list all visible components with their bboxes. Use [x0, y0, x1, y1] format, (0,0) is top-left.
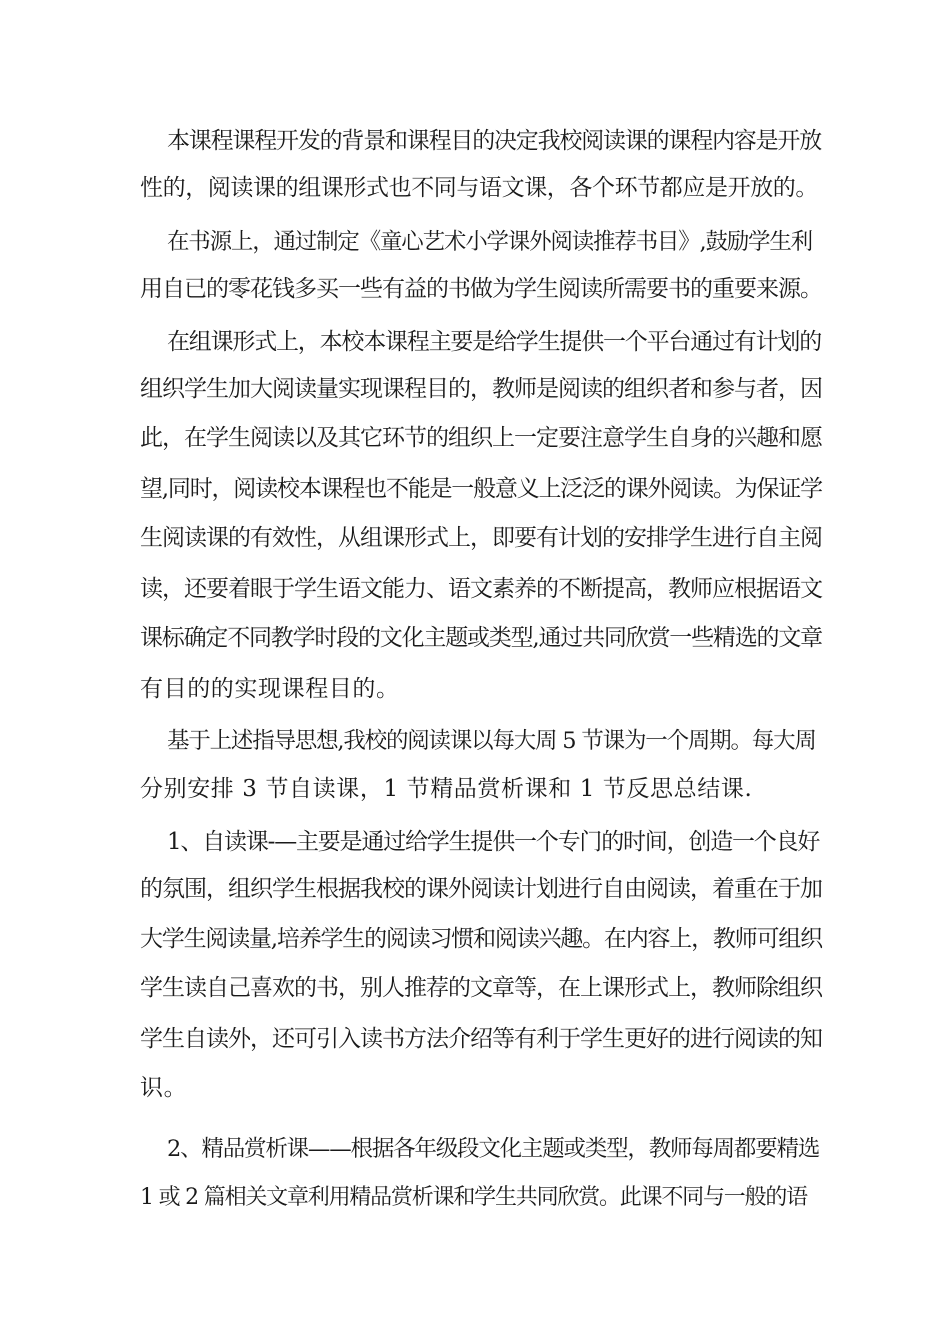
text-line: 望,同时，阅读校本课程也不能是一般意义上泛泛的课外阅读。为保证学 [140, 476, 822, 502]
text-line: 本课程课程开发的背景和课程目的决定我校阅读课的课程内容是开放 [167, 128, 822, 154]
text-line: 用自已的零花钱多买一些有益的书做为学生阅读所需要书的重要来源。 [140, 276, 822, 302]
text-line: 1、自读课-—主要是通过给学生提供一个专门的时间，创造一个良好 [167, 829, 820, 855]
text-line: 学生读自己喜欢的书，别人推荐的文章等，在上课形式上，教师除组织 [140, 975, 822, 1001]
text-line: 2、精品赏析课——根据各年级段文化主题或类型，教师每周都要精选 [167, 1136, 820, 1162]
text-line: 识。 [140, 1075, 188, 1101]
text-line: 生阅读课的有效性，从组课形式上，即要有计划的安排学生进行自主阅 [140, 525, 822, 551]
text-line: 在书源上，通过制定《童心艺术小学课外阅读推荐书目》,鼓励学生利 [167, 229, 812, 255]
text-line: 基于上述指导思想,我校的阅读课以每大周 5 节课为一个周期。每大周 [167, 728, 816, 754]
text-line: 课标确定不同教学时段的文化主题或类型,通过共同欣赏一些精选的文章 [140, 625, 822, 651]
text-line: 大学生阅读量,培养学生的阅读习惯和阅读兴趣。在内容上，教师可组织 [140, 926, 822, 952]
text-line: 的氛围，组织学生根据我校的课外阅读计划进行自由阅读，着重在于加 [140, 876, 822, 902]
text-line: 1 或 2 篇相关文章利用精品赏析课和学生共同欣赏。此课不同与一般的语 [140, 1185, 807, 1210]
text-line: 有目的的实现课程目的。 [140, 676, 400, 702]
text-line: 学生自读外，还可引入读书方法介绍等有利于学生更好的进行阅读的知 [140, 1026, 822, 1052]
text-line: 分别安排 3 节自读课，1 节精品赏析课和 1 节反思总结课. [140, 776, 753, 802]
text-line: 在组课形式上，本校本课程主要是给学生提供一个平台通过有计划的 [167, 329, 822, 355]
text-line: 组织学生加大阅读量实现课程目的，教师是阅读的组织者和参与者，因 [140, 376, 822, 402]
text-line: 性的，阅读课的组课形式也不同与语文课，各个环节都应是开放的。 [140, 175, 819, 201]
text-line: 此，在学生阅读以及其它环节的组织上一定要注意学生自身的兴趣和愿 [140, 425, 822, 451]
text-line: 读，还要着眼于学生语文能力、语文素养的不断提高，教师应根据语文 [140, 576, 822, 602]
